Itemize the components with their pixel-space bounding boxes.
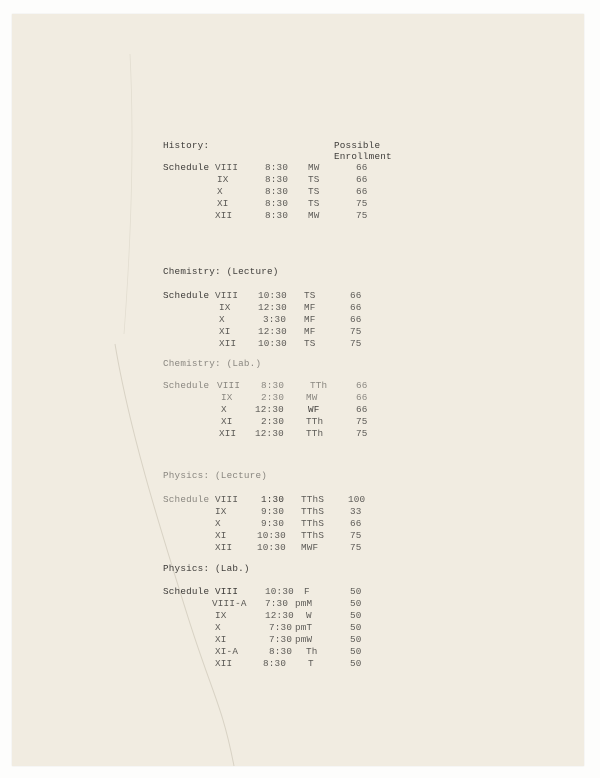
class-days: TS — [304, 338, 316, 349]
schedule-code: XII — [215, 210, 233, 221]
schedule-code: VIII-A — [212, 598, 247, 609]
possible-enrollment: 50 — [350, 622, 362, 633]
class-time: 12:30 — [265, 610, 294, 621]
class-time: 10:30 — [258, 290, 287, 301]
schedule-code: XII — [215, 542, 233, 553]
class-days: MW — [306, 392, 318, 403]
class-time: 2:30 — [261, 416, 285, 427]
phys-lab-heading: Physics: (Lab.) — [163, 563, 250, 574]
schedule-code: VIII — [215, 586, 239, 597]
class-days: TS — [308, 198, 320, 209]
schedule-code: XI — [215, 530, 227, 541]
class-days: T — [308, 658, 314, 669]
class-time: 12:30 — [258, 302, 287, 313]
possible-enrollment: 66 — [350, 302, 362, 313]
possible-enrollment: 75 — [350, 326, 362, 337]
class-time: 8:30 — [265, 162, 289, 173]
class-days: Th — [306, 646, 318, 657]
schedule-code: VIII — [215, 494, 239, 505]
class-time: 9:30 — [261, 506, 285, 517]
class-days: TThS — [301, 506, 325, 517]
history-heading: History: — [163, 140, 210, 151]
class-days: MF — [304, 314, 316, 325]
class-days: MW — [308, 210, 320, 221]
possible-enrollment: 50 — [350, 586, 362, 597]
possible-enrollment: 50 — [350, 646, 362, 657]
class-time: 8:30 — [261, 380, 285, 391]
possible-enrollment: 75 — [356, 198, 368, 209]
possible-enrollment: 75 — [350, 338, 362, 349]
class-time: 7:30 — [265, 598, 289, 609]
class-time: 8:30 — [265, 174, 289, 185]
class-time: 8:30 — [265, 210, 289, 221]
schedule-code: IX — [215, 610, 227, 621]
possible-enrollment: 66 — [350, 314, 362, 325]
class-days: TTh — [306, 428, 324, 439]
possible-enrollment: 66 — [356, 404, 368, 415]
class-days: TThS — [301, 530, 325, 541]
schedule-code: X — [217, 186, 223, 197]
schedule-code: X — [215, 518, 221, 529]
row-label: Schedule — [163, 290, 210, 301]
schedule-code: XII — [215, 658, 233, 669]
possible-enrollment: 75 — [350, 542, 362, 553]
class-time: 7:30 — [269, 622, 293, 633]
class-time: 8:30 — [269, 646, 293, 657]
class-days: F — [304, 586, 310, 597]
class-time: 1:30 — [261, 494, 285, 505]
possible-enrollment: 75 — [356, 416, 368, 427]
possible-enrollment: 66 — [356, 392, 368, 403]
schedule-code: XI — [215, 634, 227, 645]
class-time: 9:30 — [261, 518, 285, 529]
schedule-code: XI — [219, 326, 231, 337]
class-time: 2:30 — [261, 392, 285, 403]
class-days: MWF — [301, 542, 319, 553]
class-time: 12:30 — [258, 326, 287, 337]
schedule-code: IX — [215, 506, 227, 517]
row-label: Schedule — [163, 380, 210, 391]
possible-enrollment: 75 — [350, 530, 362, 541]
class-days: TS — [308, 174, 320, 185]
possible-enrollment: 33 — [350, 506, 362, 517]
schedule-code: VIII — [215, 162, 239, 173]
schedule-code: IX — [217, 174, 229, 185]
class-days: pmM — [295, 598, 313, 609]
class-time: 8:30 — [263, 658, 287, 669]
class-days: WF — [308, 404, 320, 415]
possible-enrollment: 50 — [350, 598, 362, 609]
phys-lecture-heading: Physics: (Lecture) — [163, 470, 268, 481]
schedule-code: X — [221, 404, 227, 415]
possible-enrollment: 66 — [350, 518, 362, 529]
class-days: TTh — [310, 380, 328, 391]
class-time: 3:30 — [263, 314, 287, 325]
class-days: TS — [304, 290, 316, 301]
schedule-code: XII — [219, 428, 237, 439]
possible-enrollment: 66 — [356, 186, 368, 197]
chem-lab-heading: Chemistry: (Lab.) — [163, 358, 262, 369]
possible-enrollment: 66 — [356, 380, 368, 391]
schedule-code: IX — [221, 392, 233, 403]
class-time: 8:30 — [265, 198, 289, 209]
schedule-code: XII — [219, 338, 237, 349]
class-time: 10:30 — [257, 530, 286, 541]
class-time: 8:30 — [265, 186, 289, 197]
schedule-code: X — [215, 622, 221, 633]
possible-enrollment: 50 — [350, 610, 362, 621]
possible-enrollment: 75 — [356, 428, 368, 439]
class-days: W — [306, 610, 312, 621]
schedule-code: XI-A — [215, 646, 239, 657]
schedule-code: XI — [221, 416, 233, 427]
enroll-header-line1: Possible — [334, 140, 381, 151]
class-time: 10:30 — [257, 542, 286, 553]
class-time: 12:30 — [255, 428, 284, 439]
possible-enrollment: 100 — [348, 494, 366, 505]
schedule-code: XI — [217, 198, 229, 209]
schedule-code: X — [219, 314, 225, 325]
typed-sheet — [12, 14, 584, 766]
class-time: 10:30 — [265, 586, 294, 597]
row-label: Schedule — [163, 162, 210, 173]
class-time: 7:30 — [269, 634, 293, 645]
enroll-header-line2: Enrollment — [334, 151, 392, 162]
class-days: MF — [304, 302, 316, 313]
paper-crease — [12, 14, 584, 766]
row-label: Schedule — [163, 586, 210, 597]
class-days: pmW — [295, 634, 313, 645]
possible-enrollment: 50 — [350, 658, 362, 669]
class-days: MF — [304, 326, 316, 337]
schedule-code: VIII — [215, 290, 239, 301]
chem-lecture-heading: Chemistry: (Lecture) — [163, 266, 279, 277]
row-label: Schedule — [163, 494, 210, 505]
class-days: TThS — [301, 494, 325, 505]
class-time: 10:30 — [258, 338, 287, 349]
schedule-code: IX — [219, 302, 231, 313]
possible-enrollment: 66 — [356, 162, 368, 173]
possible-enrollment: 75 — [356, 210, 368, 221]
possible-enrollment: 50 — [350, 634, 362, 645]
class-days: TTh — [306, 416, 324, 427]
schedule-code: VIII — [217, 380, 241, 391]
class-days: TThS — [301, 518, 325, 529]
possible-enrollment: 66 — [356, 174, 368, 185]
class-days: TS — [308, 186, 320, 197]
possible-enrollment: 66 — [350, 290, 362, 301]
class-days: MW — [308, 162, 320, 173]
class-days: pmT — [295, 622, 313, 633]
class-time: 12:30 — [255, 404, 284, 415]
